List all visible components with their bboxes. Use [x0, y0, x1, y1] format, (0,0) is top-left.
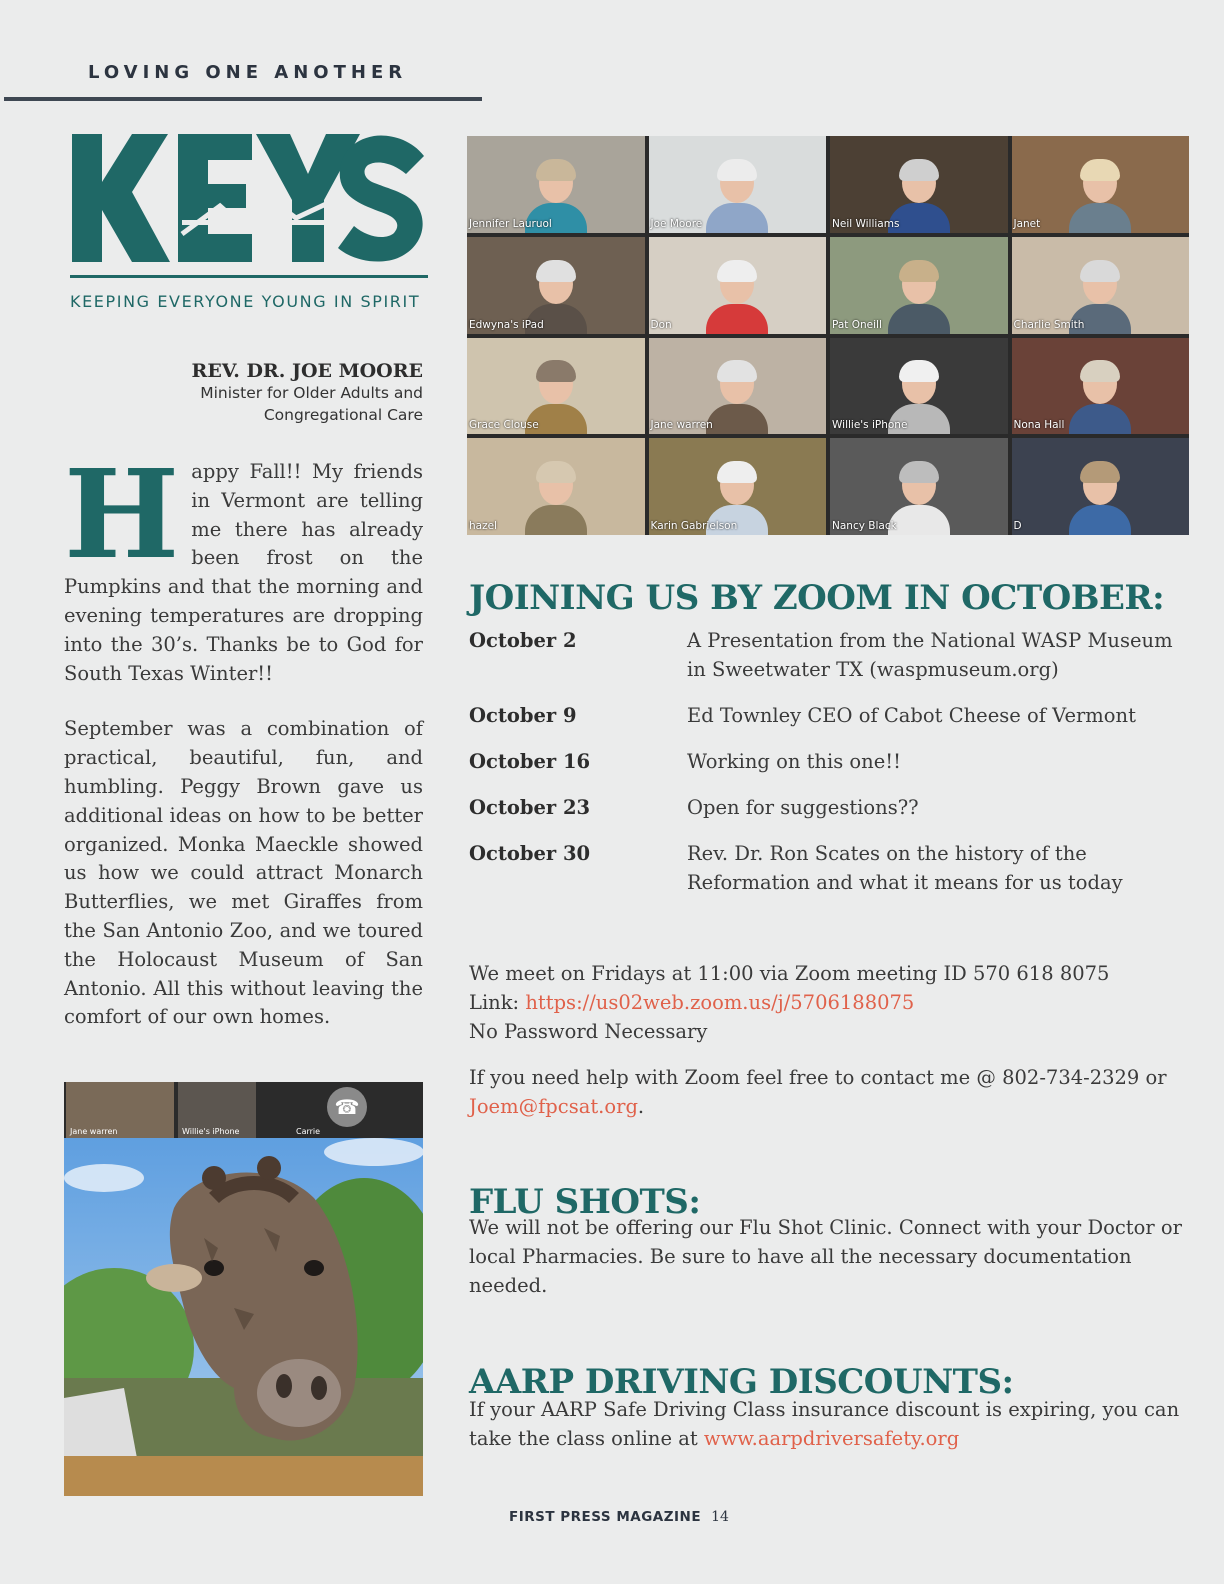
help-info — [469, 1064, 1189, 1122]
zoom-section-heading: JOINING US BY ZOOM IN OCTOBER: — [469, 578, 1165, 618]
aarp-section-heading: AARP DRIVING DISCOUNTS: — [469, 1362, 1014, 1402]
author-title — [120, 382, 423, 426]
participant-tile — [830, 338, 1008, 435]
participant-tile — [830, 136, 1008, 233]
participant-name: Joe Moore — [650, 217, 703, 230]
participant-name: Karin Gabrielson — [650, 520, 738, 532]
participant-avatar — [706, 264, 768, 334]
schedule-date: October 2 — [469, 629, 577, 652]
participant-tile — [1012, 438, 1190, 535]
flu-section-body: We will not be offering our Flu Shot Clinic. Connect with your Doctor or local Pharmacies. Be sure to have all the necessary documentation needed. — [469, 1216, 1182, 1297]
participant-tile — [467, 338, 645, 435]
participant-avatar — [1069, 364, 1131, 434]
participant-name: Edwyna's iPad — [469, 318, 544, 331]
zoom-participant-strip — [64, 1082, 423, 1138]
participant-avatar — [706, 163, 768, 233]
schedule-date: October 16 — [469, 750, 591, 773]
email-link[interactable]: Joem@fpcsat.org — [469, 1094, 638, 1118]
help-end: . — [637, 1094, 645, 1118]
participant-tile — [649, 438, 827, 535]
participant-avatar — [1069, 465, 1131, 535]
participant-tile — [467, 136, 645, 233]
schedule-date: October 9 — [469, 704, 577, 727]
participant-avatar — [706, 364, 768, 434]
aarp-link[interactable]: www.aarpdriversafety.org — [703, 1426, 960, 1450]
meeting-link-line — [469, 989, 1189, 1018]
participant-name: Janet — [1013, 217, 1041, 230]
schedule-row — [469, 839, 1189, 897]
participant-tile — [1012, 338, 1190, 435]
schedule-event: A Presentation from the National WASP Museum in Sweetwater TX (waspmuseum.org) — [687, 629, 1173, 681]
schedule-row — [469, 701, 1189, 730]
help-text: If you need help with Zoom feel free to contact me @ 802-734-2329 or — [469, 1066, 1167, 1089]
participant-name: Nancy Black — [832, 520, 897, 532]
meeting-info — [469, 960, 1189, 1046]
participant-tile — [830, 438, 1008, 535]
schedule-row — [469, 793, 1189, 822]
page-number: 14 — [711, 1509, 729, 1525]
author-name: REV. DR. JOE MOORE — [191, 360, 423, 382]
article-paragraph: September was a combination of practical, beautiful, fun, and humbling. Peggy Brown gave us additional ideas on how to be better organized. Monka Maeckle showed us how we could attract Monarch Butterflies, we met Giraffes from the San Antonio Zoo, and we toured the Holocaust Museum of San Antonio. All this without leaving the comfort of our own homes. — [64, 717, 423, 1029]
schedule-row — [469, 626, 1189, 684]
participant-tile — [649, 237, 827, 334]
aarp-text: If your AARP Safe Driving Class insurance discount is expiring, you can take the class online at — [469, 1398, 1180, 1450]
participant-tile — [467, 237, 645, 334]
zoom-link[interactable]: https://us02web.zoom.us/j/5706188075 — [525, 990, 915, 1014]
participant-name: Grace Clouse — [469, 419, 539, 432]
participant-name: Jennifer Lauruol — [469, 217, 552, 230]
schedule-event: Working on this one!! — [687, 750, 901, 773]
participant-tile — [649, 338, 827, 435]
participant-name: Willie's iPhone — [832, 419, 908, 432]
schedule-row — [469, 747, 1189, 776]
article-paragraph — [64, 442, 423, 688]
schedule-event: Rev. Dr. Ron Scates on the history of the Reformation and what it means for us today — [687, 842, 1123, 894]
author-block — [120, 360, 423, 426]
zoom-schedule — [469, 626, 1189, 914]
participant-name: Jane warren — [650, 419, 713, 432]
participant-name: Neil Williams — [832, 217, 900, 230]
participant-avatar — [1069, 163, 1131, 233]
giraffe-image — [64, 1138, 423, 1496]
participant-avatar — [888, 465, 950, 535]
aarp-section-body — [469, 1396, 1189, 1454]
magazine-name: FIRST PRESS MAGAZINE — [509, 1509, 702, 1525]
participant-name: Nona Hall — [1013, 419, 1065, 432]
phone-icon: ☎ — [327, 1087, 367, 1127]
participant-name: Don — [650, 318, 672, 331]
password-line: No Password Necessary — [469, 1019, 708, 1043]
giraffe-zoom-photo — [64, 1082, 423, 1496]
participant-tile — [649, 136, 827, 233]
paragraph-text: appy Fall!! My friends in Vermont are telling me there has already been frost on the Pumpkins and that the morning and evening temperatures are dropping into the 30’s. Thanks be to God for South Texas Winter!! — [64, 460, 423, 685]
drop-cap: H — [64, 442, 180, 586]
mini-participant-tile — [178, 1082, 256, 1138]
mini-participant-tile — [66, 1082, 174, 1138]
schedule-event: Ed Townley CEO of Cabot Cheese of Vermont — [687, 704, 1136, 727]
author-title-line: Minister for Older Adults and — [200, 384, 423, 402]
schedule-date: October 30 — [469, 842, 591, 865]
logo-tagline: KEEPING EVERYONE YOUNG IN SPIRIT — [70, 292, 421, 311]
schedule-date: October 23 — [469, 796, 591, 819]
participant-tile — [830, 237, 1008, 334]
participant-avatar — [888, 264, 950, 334]
zoom-participant-grid — [467, 136, 1189, 535]
logo-divider — [70, 275, 428, 278]
link-label: Link: — [469, 990, 520, 1014]
participant-tile — [1012, 136, 1190, 233]
flu-section-heading: FLU SHOTS: — [469, 1182, 701, 1222]
meeting-line: We meet on Fridays at 11:00 via Zoom meeting ID 570 618 8075 — [469, 962, 1110, 985]
mini-participant-name: Carrie — [296, 1127, 321, 1136]
participant-tile — [467, 438, 645, 535]
keys-logo — [70, 134, 428, 262]
author-title-line: Congregational Care — [263, 406, 423, 424]
schedule-event: Open for suggestions?? — [687, 796, 919, 819]
participant-name: hazel — [469, 520, 497, 532]
participant-name: Pat Oneill — [832, 318, 882, 331]
participant-avatar — [525, 465, 587, 535]
article-body — [64, 442, 423, 1032]
mini-participant-name: Jane warren — [70, 1127, 118, 1136]
page-footer — [509, 1506, 729, 1525]
section-header: LOVING ONE ANOTHER — [88, 62, 408, 83]
participant-tile — [1012, 237, 1190, 334]
participant-name: D — [1013, 520, 1022, 532]
section-divider — [4, 97, 482, 101]
mini-participant-name: Willie's iPhone — [182, 1127, 240, 1136]
participant-name: Charlie Smith — [1013, 318, 1085, 331]
